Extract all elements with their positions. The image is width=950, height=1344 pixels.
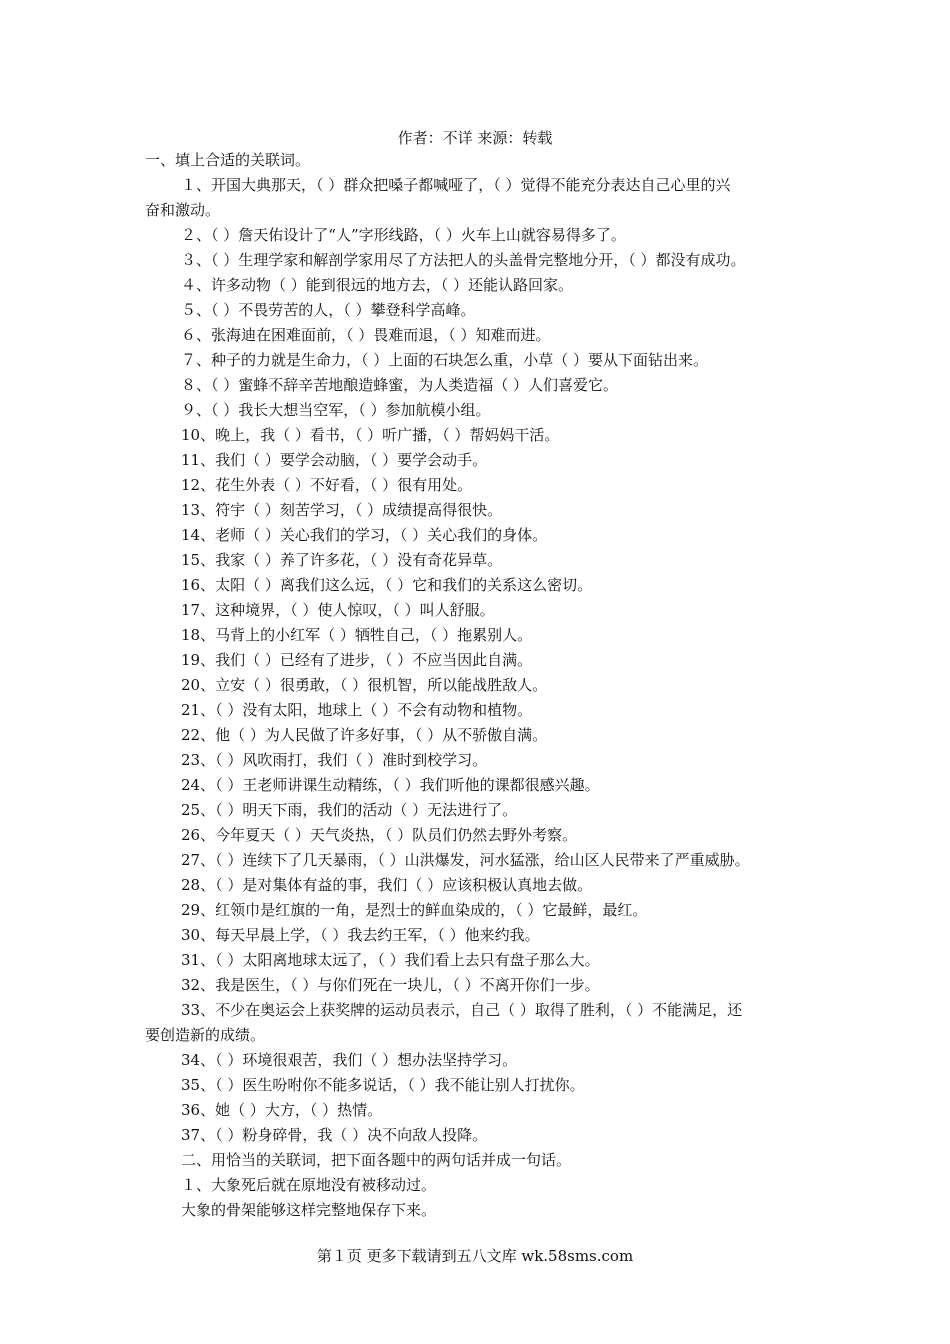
question-list (145, 173, 820, 1148)
question-item: 35、（ ）医生吩咐你不能多说话，（ ）我不能让别人打扰你。 (181, 1076, 585, 1094)
question-item: 13、符宇（ ）刻苦学习，（ ）成绩提高得很快。 (181, 501, 503, 519)
question-item: 37、（ ）粉身碎骨，我（ ）决不向敌人投降。 (181, 1126, 488, 1144)
author-source-line: 作者：不详 来源：转载 (397, 129, 553, 147)
question-item: 18、马背上的小红军（ ）牺牲自己，（ ）拖累别人。 (181, 626, 533, 644)
question-item: 14、老师（ ）关心我们的学习，（ ）关心我们的身体。 (181, 526, 548, 544)
page-footer: 第１页 更多下载请到五八文库 wk.58sms.com (316, 1247, 634, 1265)
question-item: 28、（ ）是对集体有益的事，我们（ ）应该积极认真地去做。 (181, 876, 593, 894)
question-item: 33、不少在奥运会上获奖牌的运动员表示，自己（ ）取得了胜利，（ ）不能满足，还 (181, 1001, 743, 1019)
question-item: 10、晚上，我（ ）看书，（ ）听广播，（ ）帮妈妈干活。 (181, 426, 560, 444)
question-item: 26、今年夏天（ ）天气炎热，（ ）队员们仍然去野外考察。 (181, 826, 578, 844)
question-item: 17、这种境界，（ ）使人惊叹，（ ）叫人舒服。 (181, 601, 495, 619)
question-item: 36、她（ ）大方，（ ）热情。 (181, 1101, 383, 1119)
question-item: 12、花生外表（ ）不好看，（ ）很有用处。 (181, 476, 473, 494)
question-item: 19、我们（ ）已经有了进步，（ ）不应当因此自满。 (181, 651, 533, 669)
question-item: 24、（ ）王老师讲课生动精练，（ ）我们听他的课都很感兴趣。 (181, 776, 600, 794)
question-item: 29、红领巾是红旗的一角，是烈士的鲜血染成的，（ ）它最鲜，最红。 (181, 901, 648, 919)
document-body (145, 148, 820, 1223)
question-item-continuation: 要创造新的成绩。 (145, 1026, 266, 1044)
question-item: 32、我是医生，（ ）与你们死在一块儿，（ ）不离开你们一步。 (181, 976, 600, 994)
question-item: 15、我家（ ）养了许多花，（ ）没有奇花异草。 (181, 551, 503, 569)
question-item: 31、（ ）太阳离地球太远了，（ ）我们看上去只有盘子那么大。 (181, 951, 600, 969)
question-item: 30、每天早晨上学，（ ）我去约王军，（ ）他来约我。 (181, 926, 540, 944)
question-item: ３、（ ）生理学家和解剖学家用尽了方法把人的头盖骨完整地分开，（ ）都没有成功。 (181, 251, 746, 269)
question-item: 23、（ ）风吹雨打，我们（ ）准时到校学习。 (181, 751, 488, 769)
section-2-line-1: １、大象死后就在原地没有被移动过。 (181, 1176, 437, 1194)
section-1-title: 一、填上合适的关联词。 (145, 151, 311, 169)
question-item: 11、我们（ ）要学会动脑，（ ）要学会动手。 (181, 451, 488, 469)
question-item: 16、太阳（ ）离我们这么远，（ ）它和我们的关系这么密切。 (181, 576, 593, 594)
question-item-continuation: 奋和激动。 (145, 201, 221, 219)
question-item: ８、（ ）蜜蜂不辞辛苦地酿造蜂蜜，为人类造福（ ）人们喜爱它。 (181, 376, 619, 394)
question-item: ２、（ ）詹天佑设计了“人”字形线路，（ ）火车上山就容易得多了。 (181, 226, 626, 244)
question-item: １、开国大典那天，（ ）群众把嗓子都喊哑了，（ ）觉得不能充分表达自己心里的兴 (181, 176, 731, 194)
question-item: 25、（ ）明天下雨，我们的活动（ ）无法进行了。 (181, 801, 518, 819)
section-2-line-2: 大象的骨架能够这样完整地保存下来。 (181, 1201, 437, 1219)
question-item: ９、（ ）我长大想当空军，（ ）参加航模小组。 (181, 401, 491, 419)
question-item: ４、许多动物（ ）能到很远的地方去，（ ）还能认路回家。 (181, 276, 574, 294)
question-item: 21、（ ）没有太阳，地球上（ ）不会有动物和植物。 (181, 701, 533, 719)
question-item: ５、（ ）不畏劳苦的人，（ ）攀登科学高峰。 (181, 301, 476, 319)
question-item: 22、他（ ）为人民做了许多好事，（ ）从不骄傲自满。 (181, 726, 548, 744)
question-item: ７、种子的力就是生命力，（ ）上面的石块怎么重，小草（ ）要从下面钻出来。 (181, 351, 709, 369)
question-item: ６、张海迪在困难面前，（ ）畏难而退，（ ）知难而进。 (181, 326, 551, 344)
question-item: 20、立安（ ）很勇敢，（ ）很机智，所以能战胜敌人。 (181, 676, 548, 694)
section-2-title: 二、用恰当的关联词，把下面各题中的两句话并成一句话。 (181, 1151, 572, 1169)
question-item: 34、（ ）环境很艰苦，我们（ ）想办法坚持学习。 (181, 1051, 518, 1069)
question-item: 27、（ ）连续下了几天暴雨，（ ）山洪爆发，河水猛涨，给山区人民带来了严重威胁。 (181, 851, 750, 869)
